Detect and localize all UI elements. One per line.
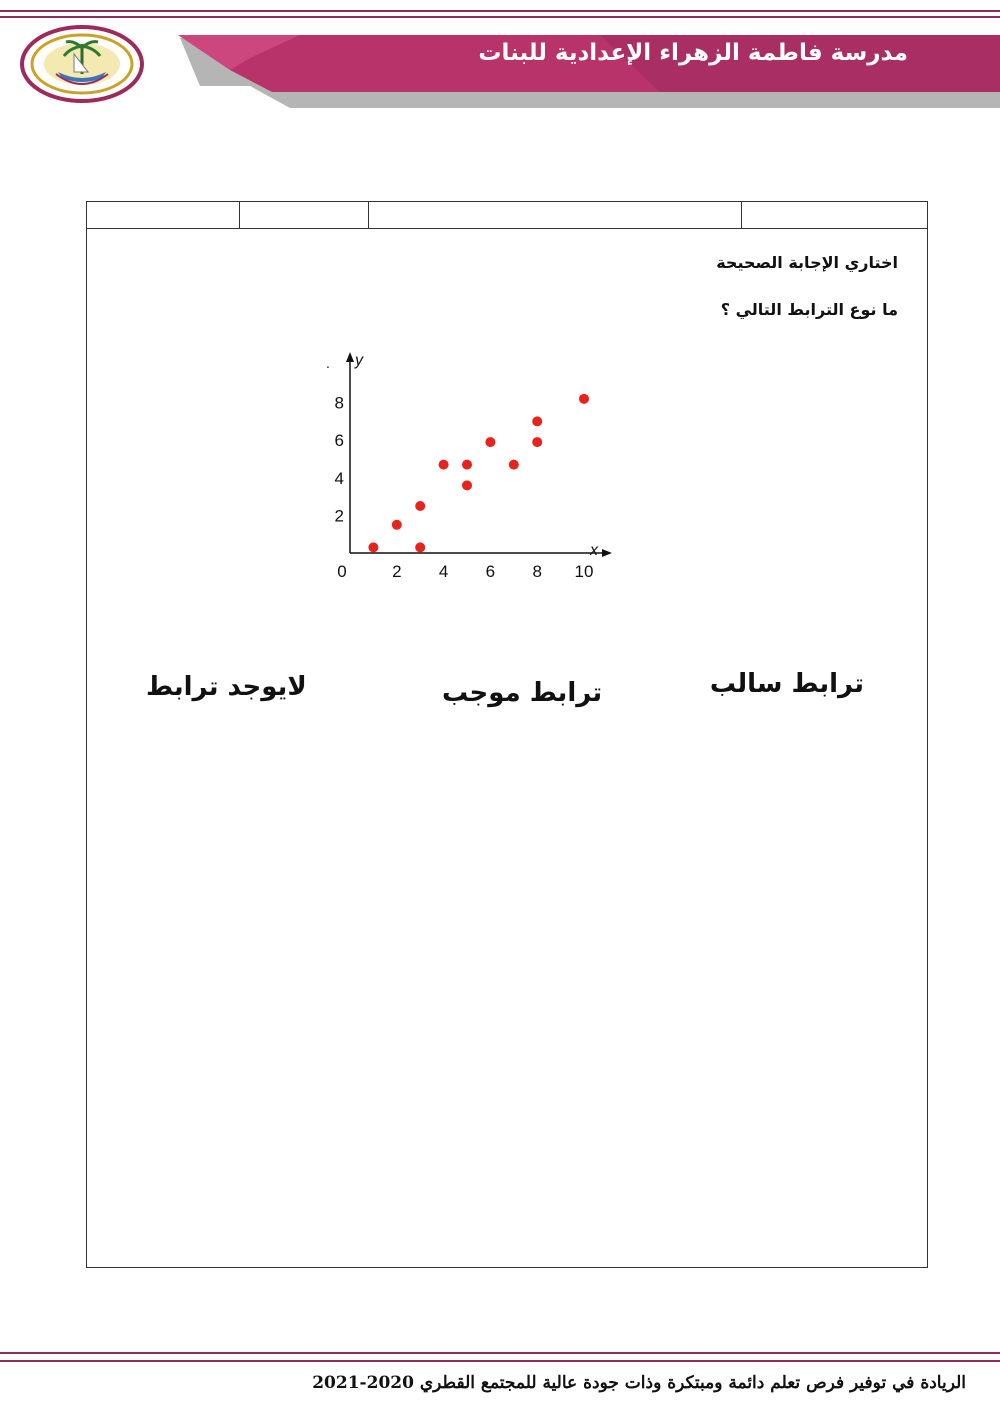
x-axis-arrow xyxy=(602,549,612,557)
scatter-point xyxy=(579,394,589,404)
scatter-point xyxy=(462,480,472,490)
y-tick-label: 4 xyxy=(334,468,344,488)
header-cell xyxy=(742,202,927,228)
y-axis-arrow xyxy=(346,352,354,362)
footer-rule xyxy=(0,1352,1000,1354)
scatter-point xyxy=(415,542,425,552)
scatter-point xyxy=(532,416,542,426)
scatter-point xyxy=(392,520,402,530)
x-tick-label: 8 xyxy=(532,562,542,581)
qatar-ministry-emblem-icon xyxy=(18,24,146,104)
option-positive-correlation[interactable]: ترابط موجب xyxy=(436,676,608,710)
header-cell xyxy=(369,202,742,228)
x-tick-label: 6 xyxy=(485,562,496,581)
question-prompt: ما نوع الترابط التالي ؟ xyxy=(720,300,898,319)
scatter-chart xyxy=(320,348,620,593)
chart-dot-mark: . xyxy=(326,355,330,371)
x-tick-label: 10 xyxy=(574,562,594,581)
option-no-correlation[interactable]: لايوجد ترابط xyxy=(140,670,313,704)
header-cell xyxy=(87,202,240,228)
scatter-point xyxy=(368,542,378,552)
school-name: مدرسة فاطمة الزهراء الإعدادية للبنات xyxy=(478,40,908,66)
instruction-text: اختاري الإجابة الصحيحة xyxy=(716,253,898,272)
footer-rule-secondary xyxy=(0,1360,1000,1362)
scatter-point xyxy=(439,460,449,470)
scatter-point xyxy=(462,460,472,470)
header-cell xyxy=(240,202,369,228)
scatter-point xyxy=(415,501,425,511)
x-tick-label: 0 xyxy=(337,562,347,581)
scatter-point xyxy=(509,460,519,470)
scatter-point xyxy=(485,437,495,447)
footer-motto: الريادة في توفير فرص تعلم دائمة ومبتكرة وذات جودة عالية للمجتمع القطري 2020-2021 xyxy=(312,1373,966,1393)
x-tick-label: 2 xyxy=(392,562,402,581)
y-tick-label: 8 xyxy=(334,393,344,413)
scatter-point xyxy=(532,437,542,447)
y-tick-label: 2 xyxy=(334,506,344,526)
option-negative-correlation[interactable]: ترابط سالب xyxy=(704,667,870,701)
y-tick-label: 6 xyxy=(334,431,344,451)
x-tick-label: 4 xyxy=(438,562,449,581)
y-axis-label: y xyxy=(355,352,363,369)
x-axis-label: x xyxy=(590,542,598,559)
worksheet-header-table xyxy=(86,201,928,229)
